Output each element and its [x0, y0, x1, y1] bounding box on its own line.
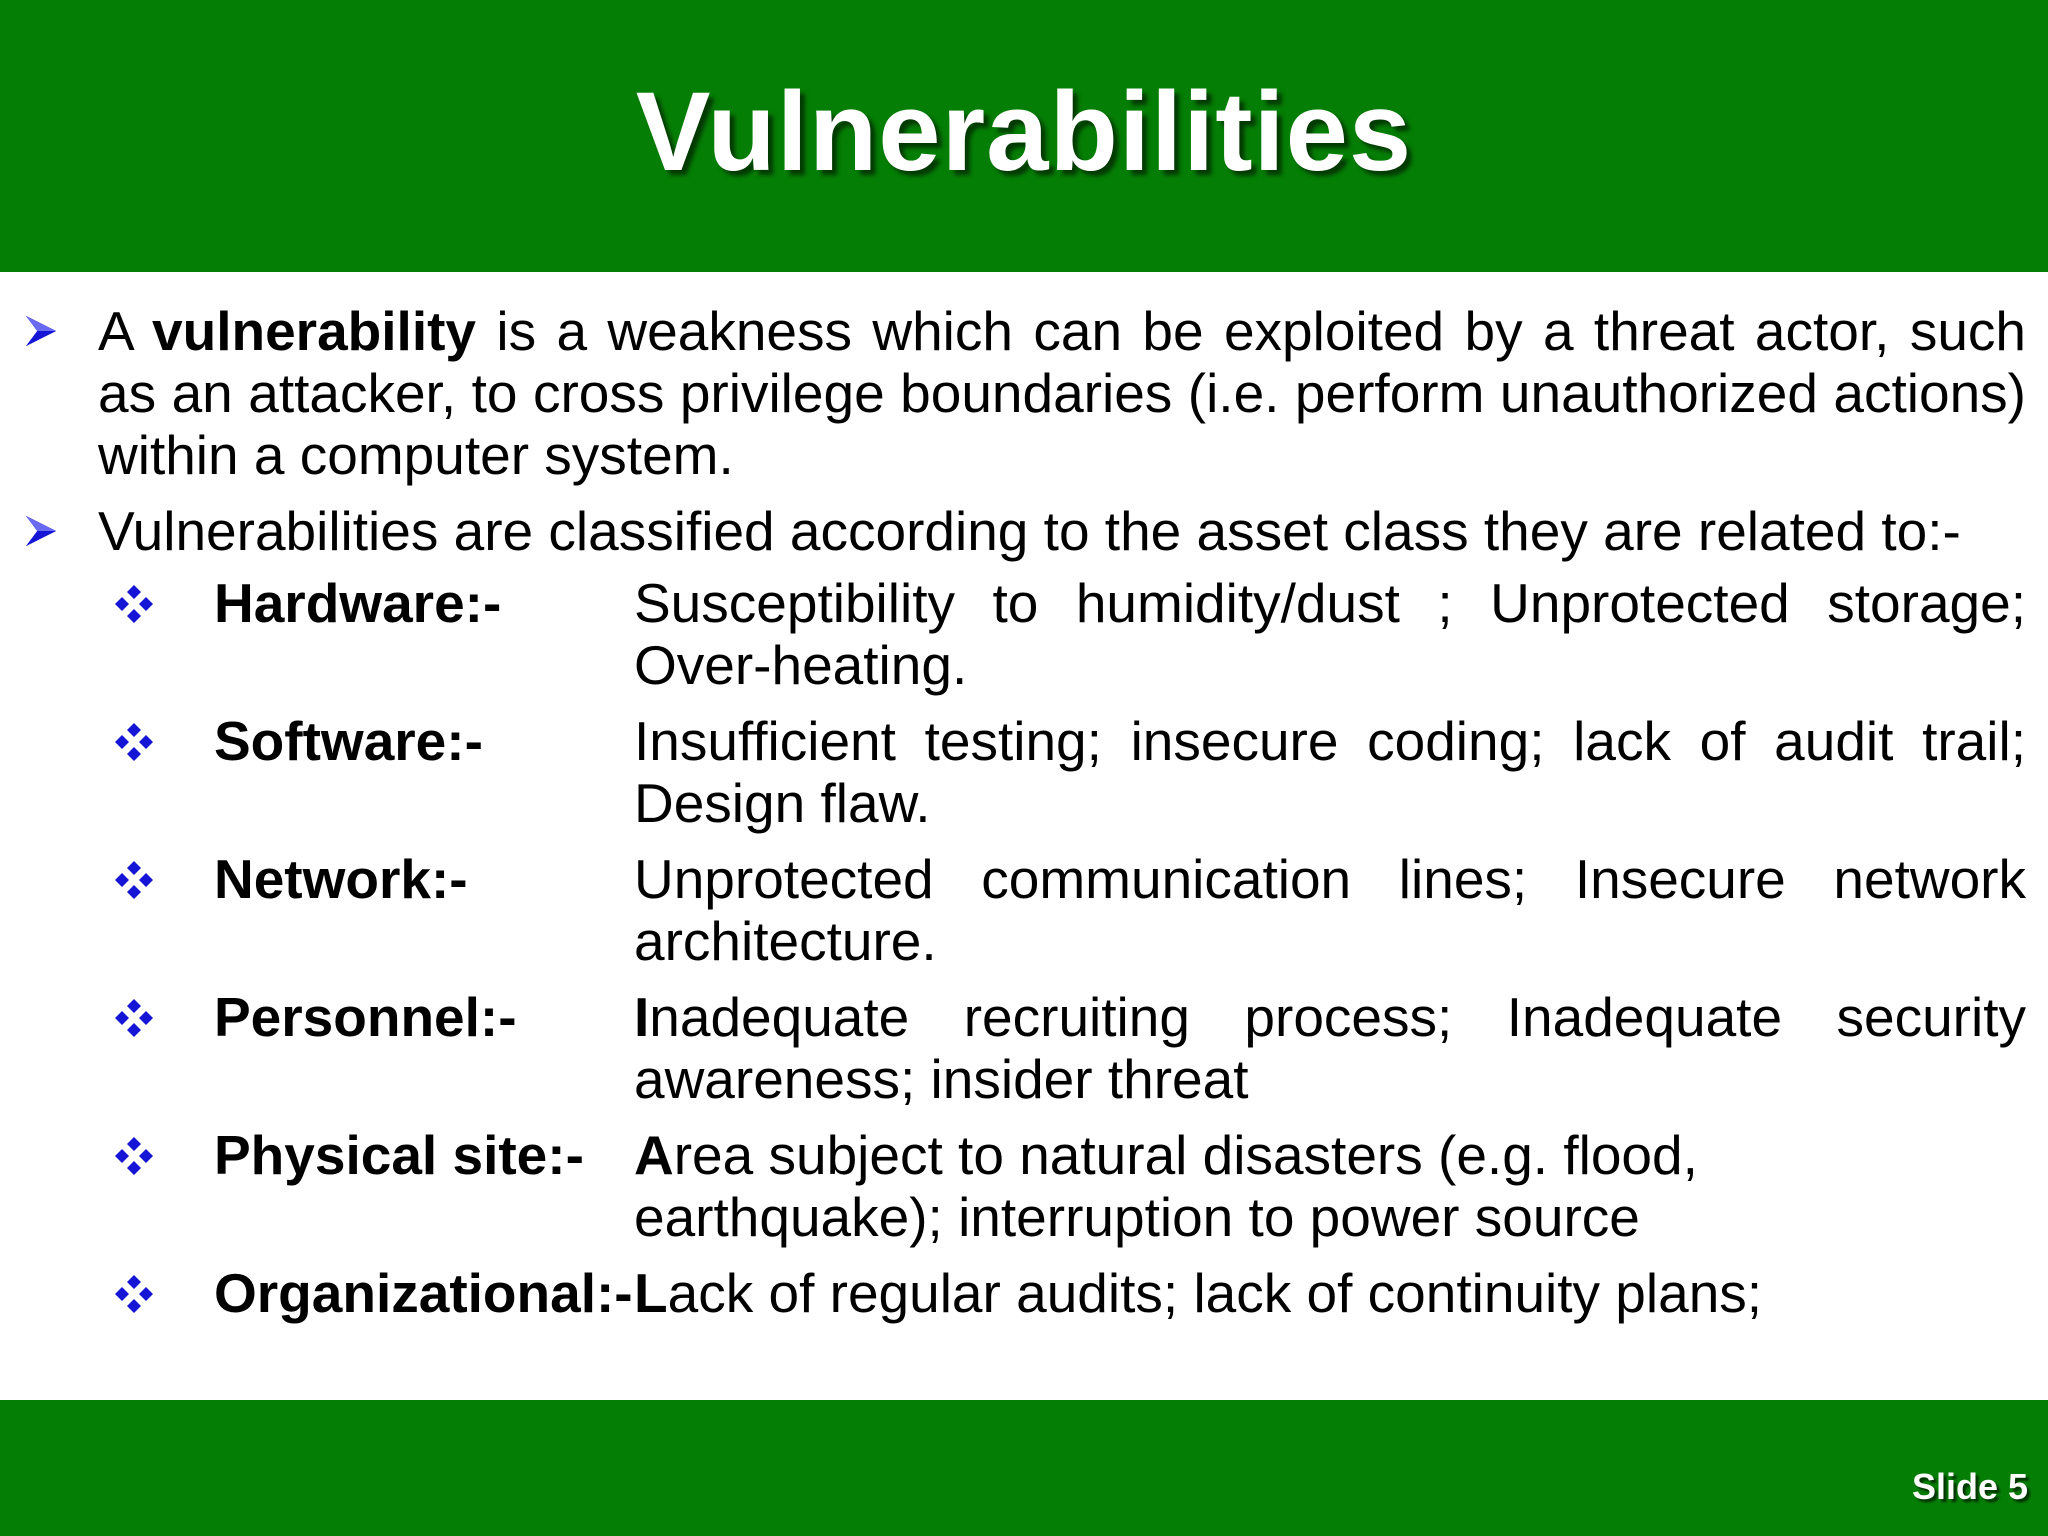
description-lead-letter: L — [634, 1262, 668, 1324]
arrow-bullet-icon — [22, 512, 60, 550]
asset-class-description — [634, 1124, 2026, 1248]
bullet-point-classification — [98, 500, 2026, 562]
diamond-bullet-icon — [114, 584, 154, 624]
slide-number: Slide 5 — [1911, 1466, 2028, 1507]
definition-term: vulnerability — [152, 300, 477, 362]
bullet-point-definition — [98, 300, 2026, 486]
asset-class-label: Network:- — [214, 848, 468, 910]
asset-class-label: Hardware:- — [214, 572, 502, 634]
diamond-bullet-icon — [114, 998, 154, 1038]
list-item-software — [214, 710, 2026, 834]
asset-class-description: Insufficient testing; insecure coding; lack of audit trail; Design flaw. — [634, 710, 2026, 834]
asset-class-label: Physical site:- — [214, 1124, 584, 1186]
footer-bar — [0, 1400, 2048, 1536]
diamond-bullet-icon — [114, 1136, 154, 1176]
description-rest: ack of regular audits; lack of continuity plans; — [667, 1262, 1763, 1324]
classification-text: Vulnerabilities are classified according to the asset class they are related to:- — [98, 500, 1961, 562]
list-item-physical-site — [214, 1124, 2026, 1248]
description-rest: nadequate recruiting process; Inadequate security awareness; insider threat — [634, 986, 2026, 1110]
asset-class-label: Personnel:- — [214, 986, 517, 1048]
asset-class-description — [634, 1262, 2026, 1324]
description-lead-letter: A — [634, 1124, 674, 1186]
asset-class-label: Organizational:- — [214, 1262, 633, 1324]
asset-class-description: Unprotected communication lines; Insecure network architecture. — [634, 848, 2026, 972]
title-bar — [0, 0, 2048, 272]
list-item-hardware — [214, 572, 2026, 696]
asset-class-description: Susceptibility to humidity/dust ; Unprotected storage; Over-heating. — [634, 572, 2026, 696]
asset-class-list — [0, 572, 2048, 1324]
diamond-bullet-icon — [114, 722, 154, 762]
slide-content — [0, 300, 2048, 1324]
asset-class-description — [634, 986, 2026, 1110]
diamond-bullet-icon — [114, 860, 154, 900]
list-item-network — [214, 848, 2026, 972]
arrow-bullet-icon — [22, 312, 60, 350]
definition-text: is a weakness which can be exploited by a threat actor, such as an attacker, to cross privilege boundaries (i.e. perform unauthorized actions) within a computer system. — [98, 300, 2026, 486]
description-lead-letter: I — [634, 986, 650, 1048]
definition-prefix: A — [98, 300, 153, 362]
list-item-personnel — [214, 986, 2026, 1110]
asset-class-label: Software:- — [214, 710, 483, 772]
diamond-bullet-icon — [114, 1274, 154, 1314]
list-item-organizational — [214, 1262, 2026, 1324]
slide-title: Vulnerabilities — [635, 68, 1413, 194]
description-rest: rea subject to natural disasters (e.g. flood, earthquake); interruption to power source — [634, 1124, 1698, 1248]
